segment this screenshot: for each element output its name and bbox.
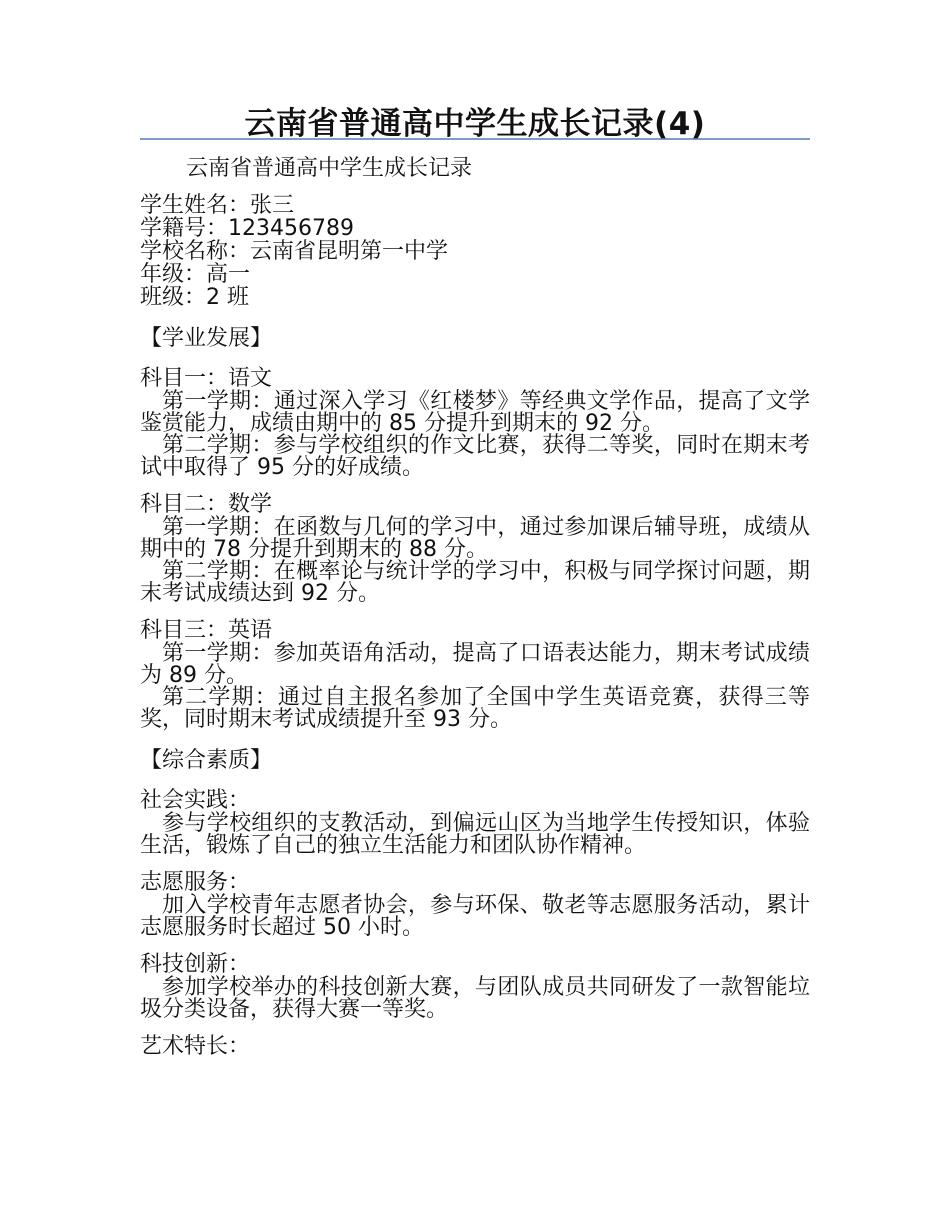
school-name: 学校名称：云南省昆明第一中学 bbox=[140, 239, 449, 264]
quality-item-title: 社会实践： bbox=[140, 788, 251, 813]
term-2-text: 第二学期：参与学校组织的作文比赛，获得二等奖，同时在期末考试中取得了 95 分的好成绩。 bbox=[140, 433, 810, 480]
social-practice bbox=[140, 789, 810, 857]
quality-item-title: 艺术特长： bbox=[140, 1034, 251, 1059]
quality-item-title: 科技创新： bbox=[140, 952, 251, 977]
term-1-text: 第一学期：参加英语角活动，提高了口语表达能力，期末考试成绩为 89 分。 bbox=[140, 641, 810, 688]
quality-item-text: 参加学校举办的科技创新大赛，与团队成员共同研发了一款智能垃圾分类设备，获得大赛一等奖。 bbox=[140, 975, 810, 1022]
tech-innovation bbox=[140, 953, 810, 1021]
term-1-text: 第一学期：在函数与几何的学习中，通过参加课后辅导班，成绩从期中的 78 分提升到期末的 88 分。 bbox=[140, 515, 810, 562]
quality-heading: 【综合素质】 bbox=[140, 748, 273, 773]
student-info bbox=[140, 194, 810, 309]
student-name: 学生姓名：张三 bbox=[140, 193, 295, 218]
subject-title: 科目三：英语 bbox=[140, 618, 273, 643]
quality-item-text: 加入学校青年志愿者协会，参与环保、敬老等志愿服务活动，累计志愿服务时长超过 50 小时。 bbox=[140, 893, 810, 940]
academic-heading: 【学业发展】 bbox=[140, 326, 273, 351]
subject-title: 科目一：语文 bbox=[140, 366, 273, 391]
quality-item-title: 志愿服务： bbox=[140, 870, 251, 895]
quality-item-text: 参与学校组织的支教活动，到偏远山区为当地学生传授知识，体验生活，锻炼了自己的独立生活能力和团队协作精神。 bbox=[140, 811, 810, 858]
volunteer-service bbox=[140, 871, 810, 939]
document-subtitle: 云南省普通高中学生成长记录 bbox=[186, 156, 473, 181]
term-2-text: 第二学期：通过自主报名参加了全国中学生英语竞赛，获得三等奖，同时期末考试成绩提升至 93 分。 bbox=[140, 685, 810, 732]
document-page bbox=[140, 0, 810, 1059]
subject-math bbox=[140, 493, 810, 605]
term-1-text: 第一学期：通过深入学习《红楼梦》等经典文学作品，提高了文学鉴赏能力，成绩由期中的 85 分提升到期末的 92 分。 bbox=[140, 389, 810, 436]
grade: 年级：高一 bbox=[140, 262, 251, 287]
student-id: 学籍号：123456789 bbox=[140, 216, 354, 241]
art-specialty bbox=[140, 1035, 810, 1059]
subject-english bbox=[140, 619, 810, 731]
subject-chinese bbox=[140, 367, 810, 479]
subject-title: 科目二：数学 bbox=[140, 492, 273, 517]
document-title: 云南省普通高中学生成长记录(4) bbox=[244, 106, 706, 142]
term-2-text: 第二学期：在概率论与统计学的学习中，积极与同学探讨问题，期末考试成绩达到 92 分。 bbox=[140, 559, 810, 606]
class-name: 班级：2 班 bbox=[140, 285, 249, 310]
